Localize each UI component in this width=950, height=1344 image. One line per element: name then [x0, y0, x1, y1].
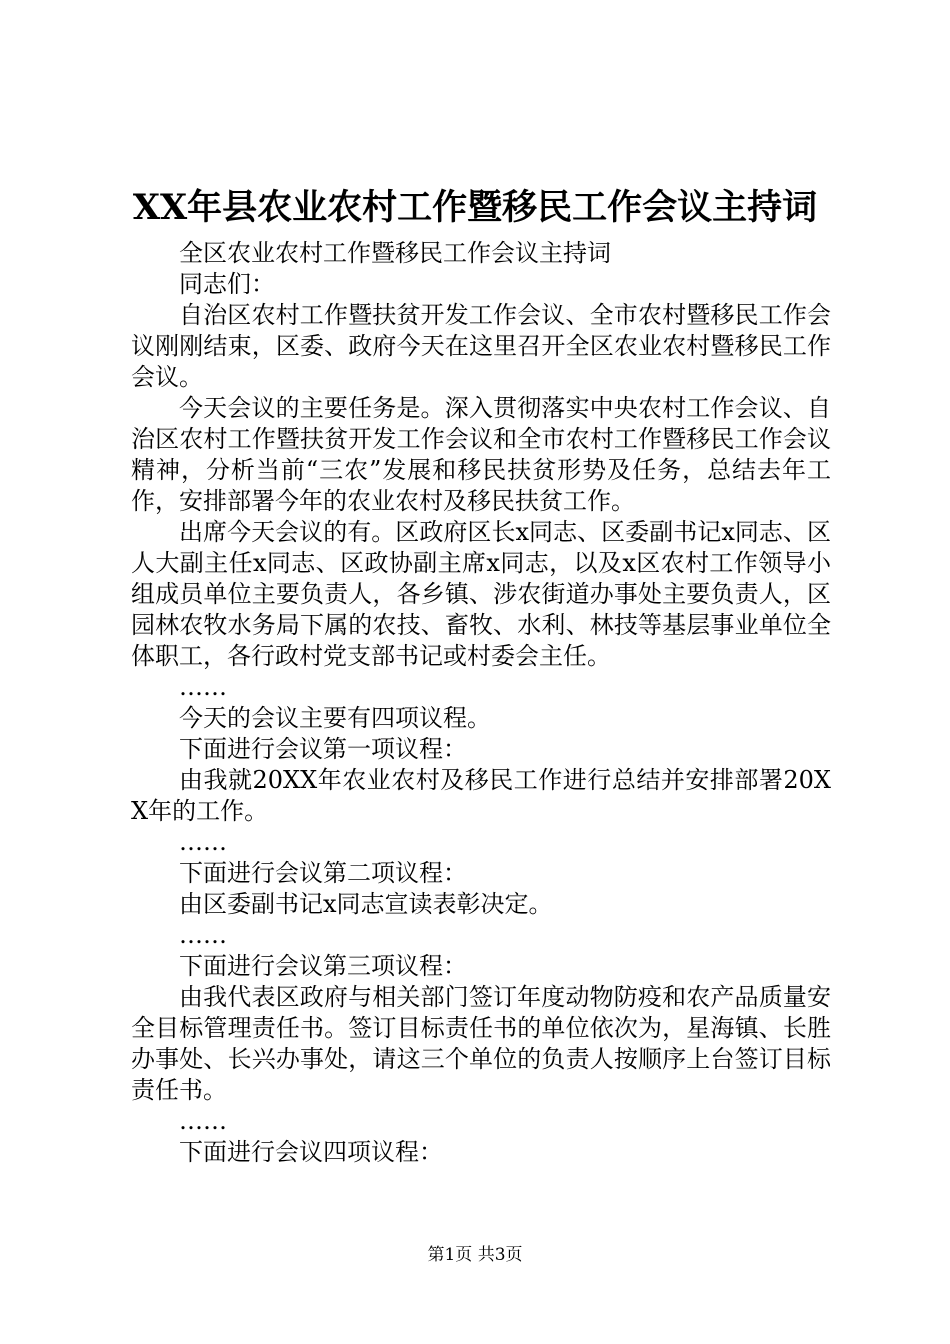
document-title: XX年县农业农村工作暨移民工作会议主持词	[132, 187, 818, 228]
paragraph-ellipsis: ……	[179, 921, 227, 949]
paragraph: 自治区农村工作暨扶贫开发工作会议、全市农村暨移民工作会议刚刚结束，区委、政府今天在这里召开全区农业农村暨移民工作会议。	[131, 301, 831, 391]
paragraph: 今天的会议主要有四项议程。	[179, 704, 491, 732]
paragraph-salutation: 同志们：	[179, 270, 275, 298]
paragraph-ellipsis: ……	[179, 673, 227, 701]
paragraph-agenda-heading: 下面进行会议第一项议程：	[179, 735, 467, 763]
paragraph: 由我代表区政府与相关部门签订年度动物防疫和农产品质量安全目标管理责任书。签订目标责任书的单位依次为，星海镇、长胜办事处、长兴办事处，请这三个单位的负责人按顺序上台签订目标责任书。	[131, 983, 831, 1104]
paragraph-ellipsis: ……	[179, 1107, 227, 1135]
paragraph: 今天会议的主要任务是。深入贯彻落实中央农村工作会议、自治区农村工作暨扶贫开发工作会议和全市农村工作暨移民工作会议精神，分析当前“三农”发展和移民扶贫形势及任务，总结去年工作，安排部署今年的农业农村及移民扶贫工作。	[131, 394, 831, 515]
paragraph-agenda-heading: 下面进行会议四项议程：	[179, 1138, 443, 1166]
paragraph: 由我就20XX年农业农村及移民工作进行总结并安排部署20XX年的工作。	[131, 766, 831, 825]
paragraph: 由区委副书记x同志宣读表彰决定。	[179, 890, 553, 918]
paragraph: 出席今天会议的有。区政府区长x同志、区委副书记x同志、区人大副主任x同志、区政协副主席x同志，以及x区农村工作领导小组成员单位主要负责人，各乡镇、涉农街道办事处主要负责人，区园林农牧水务局下属的农技、畜牧、水利、林技等基层事业单位全体职工，各行政村党支部书记或村委会主任。	[131, 518, 831, 670]
page-number-footer: 第1页 共3页	[427, 1245, 523, 1265]
paragraph-subtitle: 全区农业农村工作暨移民工作会议主持词	[179, 239, 611, 267]
paragraph-ellipsis: ……	[179, 828, 227, 856]
paragraph-agenda-heading: 下面进行会议第三项议程：	[179, 952, 467, 980]
document-body	[131, 238, 831, 1168]
paragraph-agenda-heading: 下面进行会议第二项议程：	[179, 859, 467, 887]
